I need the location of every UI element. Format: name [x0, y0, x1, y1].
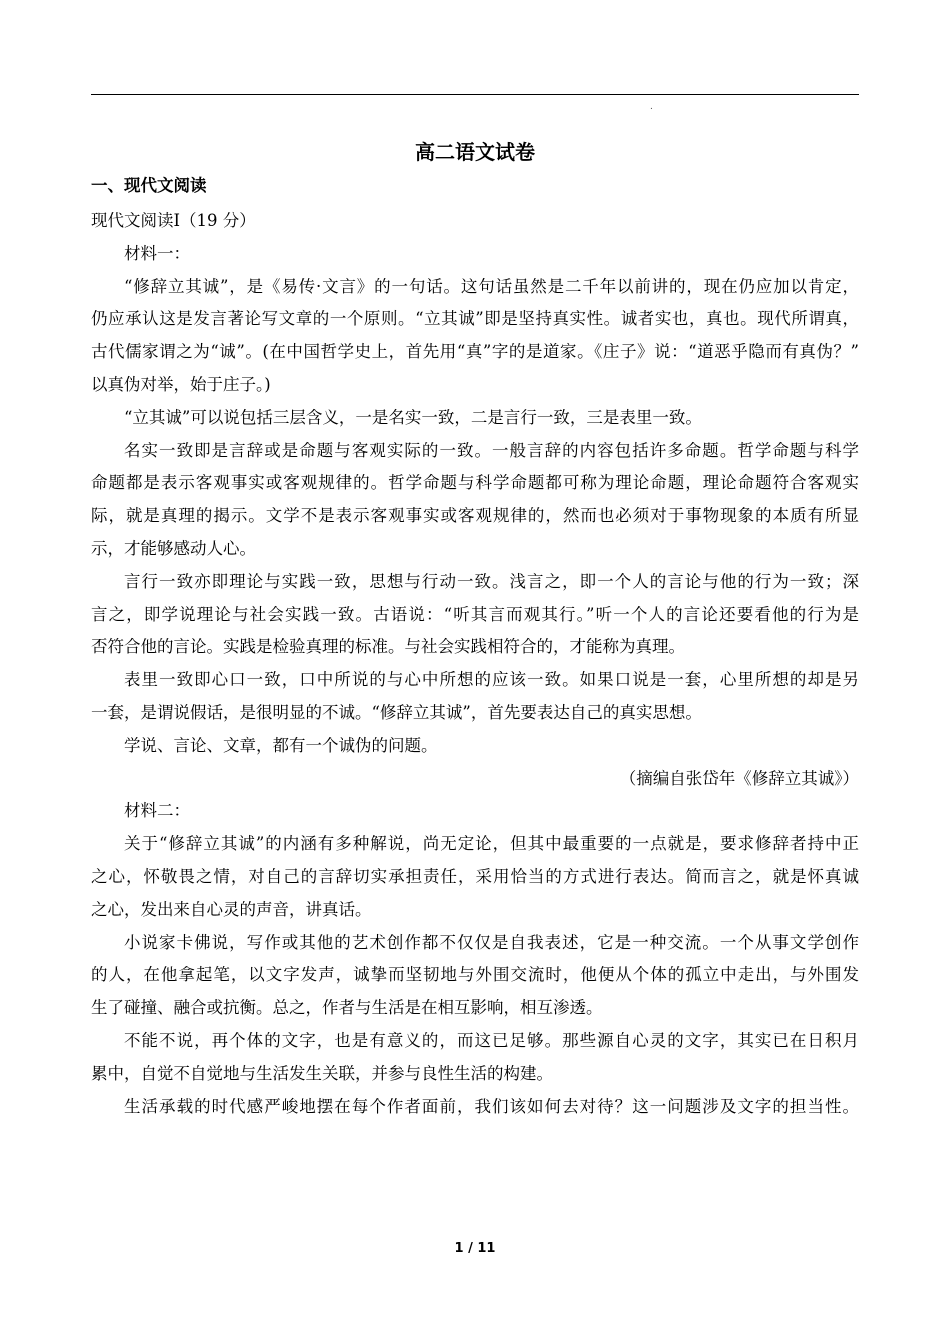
- page-title: 高二语文试卷: [415, 140, 535, 164]
- material-two-label: 材料二：: [124, 801, 190, 821]
- paragraph-line: 言之，即学说理论与社会实践一致。古语说：“听其言而观其行。”听一个人的言论还要看他的行为是: [91, 604, 859, 624]
- material-one-label: 材料一：: [124, 243, 190, 263]
- paragraph-line: “立其诚”可以说包括三层含义，一是名实一致，二是言行一致，三是表里一致。: [124, 407, 702, 427]
- paragraph-line: 示，才能够感动人心。: [91, 538, 256, 558]
- document-body: [91, 205, 859, 1123]
- paragraph-line: 关于“修辞立其诚”的内涵有多种解说，尚无定论，但其中最重要的一点就是，要求修辞者持中正: [124, 834, 859, 854]
- paragraph-line: 否符合他的言论。实践是检验真理的标准。与社会实践相符合的，才能称为真理。: [91, 637, 685, 657]
- paragraph-line: 小说家卡佛说，写作或其他的艺术创作都不仅仅是自我表述，它是一种交流。一个从事文学创作: [124, 932, 859, 952]
- paragraph-line: 古代儒家谓之为“诚”。(在中国哲学史上，首先用“真”字的是道家。《庄子》说：“道恶乎隐而有真伪？”: [91, 342, 859, 362]
- paragraph-line: 之心，怀敬畏之情，对自己的言辞切实承担责任，采用恰当的方式进行表达。简而言之，就是怀真诚: [91, 866, 859, 886]
- subsection-heading: 现代文阅读I（19 分）: [91, 211, 256, 230]
- header-mark: .: [650, 102, 653, 112]
- paragraph-line: 的人，在他拿起笔，以文字发声，诚挚而坚韧地与外围交流时，他便从个体的孤立中走出，与外围发: [91, 965, 859, 985]
- citation: （摘编自张岱年《修辞立其诚》）: [619, 768, 859, 788]
- paragraph-line: “修辞立其诚”，是《易传·文言》的一句话。这句话虽然是二千年以前讲的，现在仍应加以肯定，: [124, 276, 859, 296]
- paragraph-line: 生了碰撞、融合或抗衡。总之，作者与生活是在相互影响，相互渗透。: [91, 998, 603, 1018]
- paragraph-line: 名实一致即是言辞或是命题与客观实际的一致。一般言辞的内容包括许多命题。哲学命题与科学: [124, 440, 859, 460]
- paragraph-line: 之心，发出来自心灵的声音，讲真话。: [91, 899, 372, 919]
- paragraph-line: 不能不说，再个体的文字，也是有意义的，而这已足够。那些源自心灵的文字，其实已在日积月: [124, 1030, 859, 1050]
- paragraph-line: 累中，自觉不自觉地与生活发生关联，并参与良性生活的构建。: [91, 1063, 553, 1083]
- paragraph-line: 一套，是谓说假话，是很明显的不诚。“修辞立其诚”，首先要表达自己的真实思想。: [91, 702, 702, 722]
- paragraph-line: 言行一致亦即理论与实践一致，思想与行动一致。浅言之，即一个人的言论与他的行为一致；深: [124, 571, 859, 591]
- header-rule: [91, 94, 859, 95]
- paragraph-line: 仍应承认这是发言著论写文章的一个原则。“立其诚”即是坚持真实性。诚者实也，真也。现代所谓真，: [91, 309, 859, 329]
- page-number: 1 / 11: [454, 1241, 496, 1256]
- paragraph-line: 际，就是真理的揭示。文学不是表示客观事实或客观规律的，然而也必须对于事物现象的本质有所显: [91, 506, 859, 526]
- paragraph-line: 学说、言论、文章，都有一个诚伪的问题。: [124, 735, 438, 755]
- paragraph-line: 表里一致即心口一致，口中所说的与心中所想的应该一致。如果口说是一套，心里所想的却是另: [124, 670, 859, 690]
- paragraph-line: 以真伪对举，始于庄子。): [91, 374, 271, 394]
- section-heading: 一、现代文阅读: [91, 176, 207, 195]
- paragraph-line: 生活承载的时代感严峻地摆在每个作者面前，我们该如何去对待？这一问题涉及文字的担当性。: [124, 1096, 859, 1116]
- paragraph-line: 命题都是表示客观事实或客观规律的。哲学命题与科学命题都可称为理论命题，理论命题符合客观实: [91, 473, 859, 493]
